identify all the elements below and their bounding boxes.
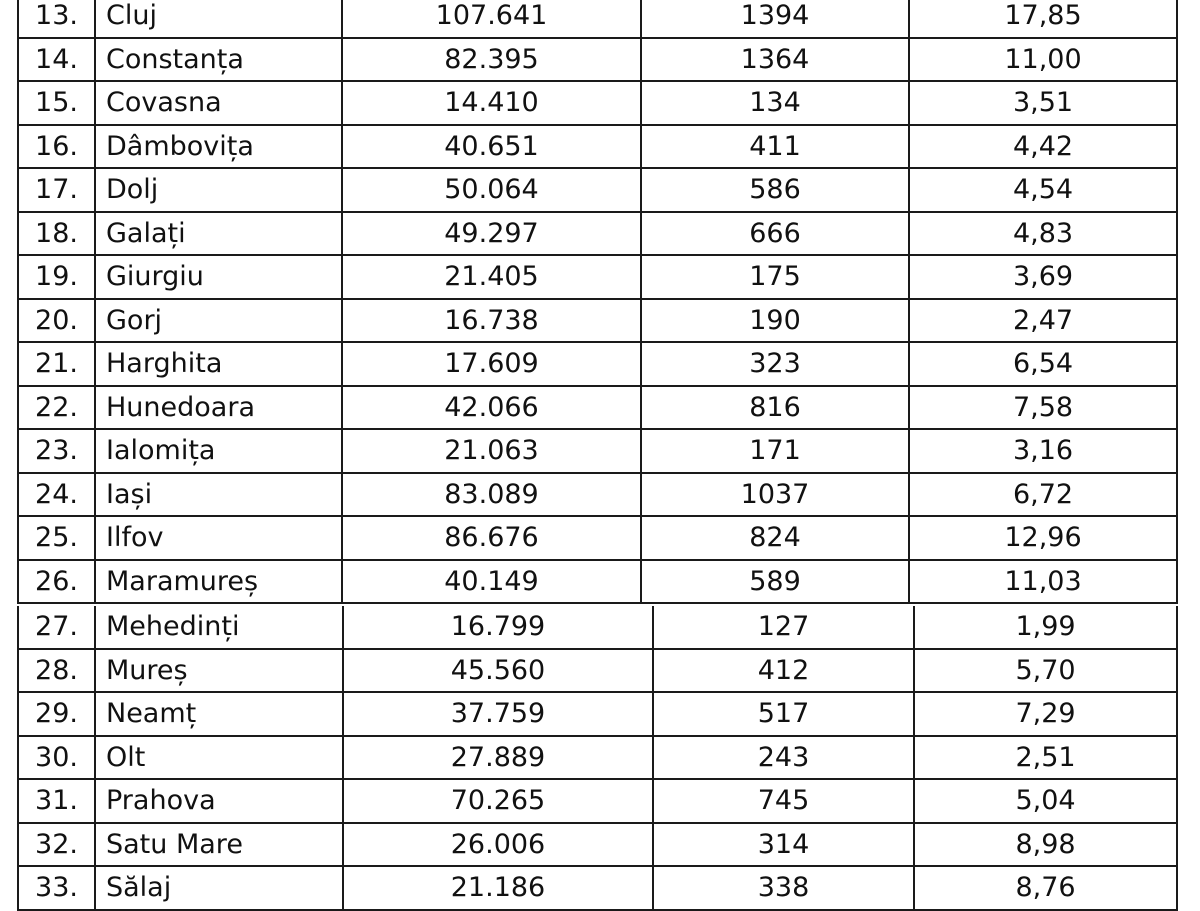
table-row xyxy=(18,0,1177,38)
row-number-cell: 20. xyxy=(18,299,95,343)
value1-cell: 14.410 xyxy=(342,81,641,125)
county-name-cell: Gorj xyxy=(95,299,342,343)
value3-cell: 4,42 xyxy=(909,125,1177,169)
value2-cell: 175 xyxy=(641,255,909,299)
value3-cell: 1,99 xyxy=(914,606,1177,649)
value2-cell: 666 xyxy=(641,212,909,256)
row-number-cell: 18. xyxy=(18,212,95,256)
value2-cell: 314 xyxy=(653,823,914,867)
county-name-cell: Harghita xyxy=(95,342,342,386)
value2-cell: 816 xyxy=(641,386,909,430)
table-row xyxy=(18,823,1177,867)
value3-cell: 8,98 xyxy=(914,823,1177,867)
value1-cell: 16.738 xyxy=(342,299,641,343)
row-number-cell: 14. xyxy=(18,38,95,82)
value3-cell: 12,96 xyxy=(909,516,1177,560)
row-number-cell: 21. xyxy=(18,342,95,386)
value2-cell: 1037 xyxy=(641,473,909,517)
row-number-cell: 32. xyxy=(18,823,95,867)
county-name-cell: Olt xyxy=(95,736,343,780)
table-row xyxy=(18,429,1177,473)
value2-cell: 171 xyxy=(641,429,909,473)
value1-cell: 70.265 xyxy=(343,779,653,823)
value1-cell: 49.297 xyxy=(342,212,641,256)
row-number-cell: 30. xyxy=(18,736,95,780)
table-row xyxy=(18,516,1177,560)
value2-cell: 412 xyxy=(653,649,914,693)
value2-cell: 134 xyxy=(641,81,909,125)
table-row xyxy=(18,299,1177,343)
value1-cell: 17.609 xyxy=(342,342,641,386)
value3-cell: 3,51 xyxy=(909,81,1177,125)
value2-cell: 338 xyxy=(653,866,914,910)
row-number-cell: 27. xyxy=(18,606,95,649)
row-number-cell: 15. xyxy=(18,81,95,125)
table-row xyxy=(18,38,1177,82)
row-number-cell: 33. xyxy=(18,866,95,910)
row-number-cell: 17. xyxy=(18,168,95,212)
value1-cell: 40.651 xyxy=(342,125,641,169)
value3-cell: 8,76 xyxy=(914,866,1177,910)
value1-cell: 83.089 xyxy=(342,473,641,517)
row-number-cell: 19. xyxy=(18,255,95,299)
value3-cell: 4,83 xyxy=(909,212,1177,256)
value3-cell: 5,70 xyxy=(914,649,1177,693)
county-table-upper xyxy=(17,0,1178,604)
value1-cell: 86.676 xyxy=(342,516,641,560)
value2-cell: 589 xyxy=(641,560,909,604)
table-row xyxy=(18,125,1177,169)
county-name-cell: Ialomița xyxy=(95,429,342,473)
county-name-cell: Neamț xyxy=(95,692,343,736)
value1-cell: 37.759 xyxy=(343,692,653,736)
value2-cell: 1394 xyxy=(641,0,909,38)
county-name-cell: Giurgiu xyxy=(95,255,342,299)
county-name-cell: Mureș xyxy=(95,649,343,693)
row-number-cell: 29. xyxy=(18,692,95,736)
county-name-cell: Galați xyxy=(95,212,342,256)
value2-cell: 243 xyxy=(653,736,914,780)
value2-cell: 824 xyxy=(641,516,909,560)
value2-cell: 190 xyxy=(641,299,909,343)
value1-cell: 42.066 xyxy=(342,386,641,430)
value2-cell: 745 xyxy=(653,779,914,823)
value3-cell: 6,54 xyxy=(909,342,1177,386)
value1-cell: 82.395 xyxy=(342,38,641,82)
table-row xyxy=(18,736,1177,780)
value3-cell: 3,69 xyxy=(909,255,1177,299)
table-row xyxy=(18,168,1177,212)
row-number-cell: 28. xyxy=(18,649,95,693)
table-row xyxy=(18,255,1177,299)
county-name-cell: Maramureș xyxy=(95,560,342,604)
table-row xyxy=(18,386,1177,430)
row-number-cell: 23. xyxy=(18,429,95,473)
value3-cell: 6,72 xyxy=(909,473,1177,517)
value2-cell: 1364 xyxy=(641,38,909,82)
value1-cell: 50.064 xyxy=(342,168,641,212)
county-table-lower-body xyxy=(18,606,1177,910)
value3-cell: 11,03 xyxy=(909,560,1177,604)
value3-cell: 4,54 xyxy=(909,168,1177,212)
value3-cell: 7,29 xyxy=(914,692,1177,736)
row-number-cell: 22. xyxy=(18,386,95,430)
value1-cell: 21.186 xyxy=(343,866,653,910)
county-name-cell: Ilfov xyxy=(95,516,342,560)
value2-cell: 517 xyxy=(653,692,914,736)
table-row xyxy=(18,81,1177,125)
row-number-cell: 24. xyxy=(18,473,95,517)
value1-cell: 16.799 xyxy=(343,606,653,649)
table-row xyxy=(18,692,1177,736)
county-name-cell: Dâmbovița xyxy=(95,125,342,169)
county-name-cell: Dolj xyxy=(95,168,342,212)
value3-cell: 2,47 xyxy=(909,299,1177,343)
county-name-cell: Covasna xyxy=(95,81,342,125)
county-name-cell: Constanța xyxy=(95,38,342,82)
value2-cell: 323 xyxy=(641,342,909,386)
value1-cell: 21.405 xyxy=(342,255,641,299)
value3-cell: 2,51 xyxy=(914,736,1177,780)
value1-cell: 27.889 xyxy=(343,736,653,780)
row-number-cell: 13. xyxy=(18,0,95,38)
table-row xyxy=(18,212,1177,256)
row-number-cell: 31. xyxy=(18,779,95,823)
county-table-lower xyxy=(17,606,1178,911)
county-name-cell: Satu Mare xyxy=(95,823,343,867)
county-name-cell: Iași xyxy=(95,473,342,517)
county-name-cell: Cluj xyxy=(95,0,342,38)
value2-cell: 127 xyxy=(653,606,914,649)
value1-cell: 107.641 xyxy=(342,0,641,38)
value3-cell: 17,85 xyxy=(909,0,1177,38)
table-row xyxy=(18,606,1177,649)
value1-cell: 40.149 xyxy=(342,560,641,604)
value1-cell: 21.063 xyxy=(342,429,641,473)
table-row xyxy=(18,560,1177,604)
value3-cell: 3,16 xyxy=(909,429,1177,473)
county-name-cell: Prahova xyxy=(95,779,343,823)
value1-cell: 26.006 xyxy=(343,823,653,867)
value2-cell: 586 xyxy=(641,168,909,212)
county-name-cell: Sălaj xyxy=(95,866,343,910)
table-row xyxy=(18,649,1177,693)
row-number-cell: 26. xyxy=(18,560,95,604)
value3-cell: 5,04 xyxy=(914,779,1177,823)
county-table-upper-body xyxy=(18,0,1177,603)
table-row xyxy=(18,342,1177,386)
county-name-cell: Hunedoara xyxy=(95,386,342,430)
value3-cell: 11,00 xyxy=(909,38,1177,82)
table-row xyxy=(18,779,1177,823)
value3-cell: 7,58 xyxy=(909,386,1177,430)
table-row xyxy=(18,866,1177,910)
row-number-cell: 25. xyxy=(18,516,95,560)
row-number-cell: 16. xyxy=(18,125,95,169)
value2-cell: 411 xyxy=(641,125,909,169)
table-row xyxy=(18,473,1177,517)
county-name-cell: Mehedinți xyxy=(95,606,343,649)
value1-cell: 45.560 xyxy=(343,649,653,693)
